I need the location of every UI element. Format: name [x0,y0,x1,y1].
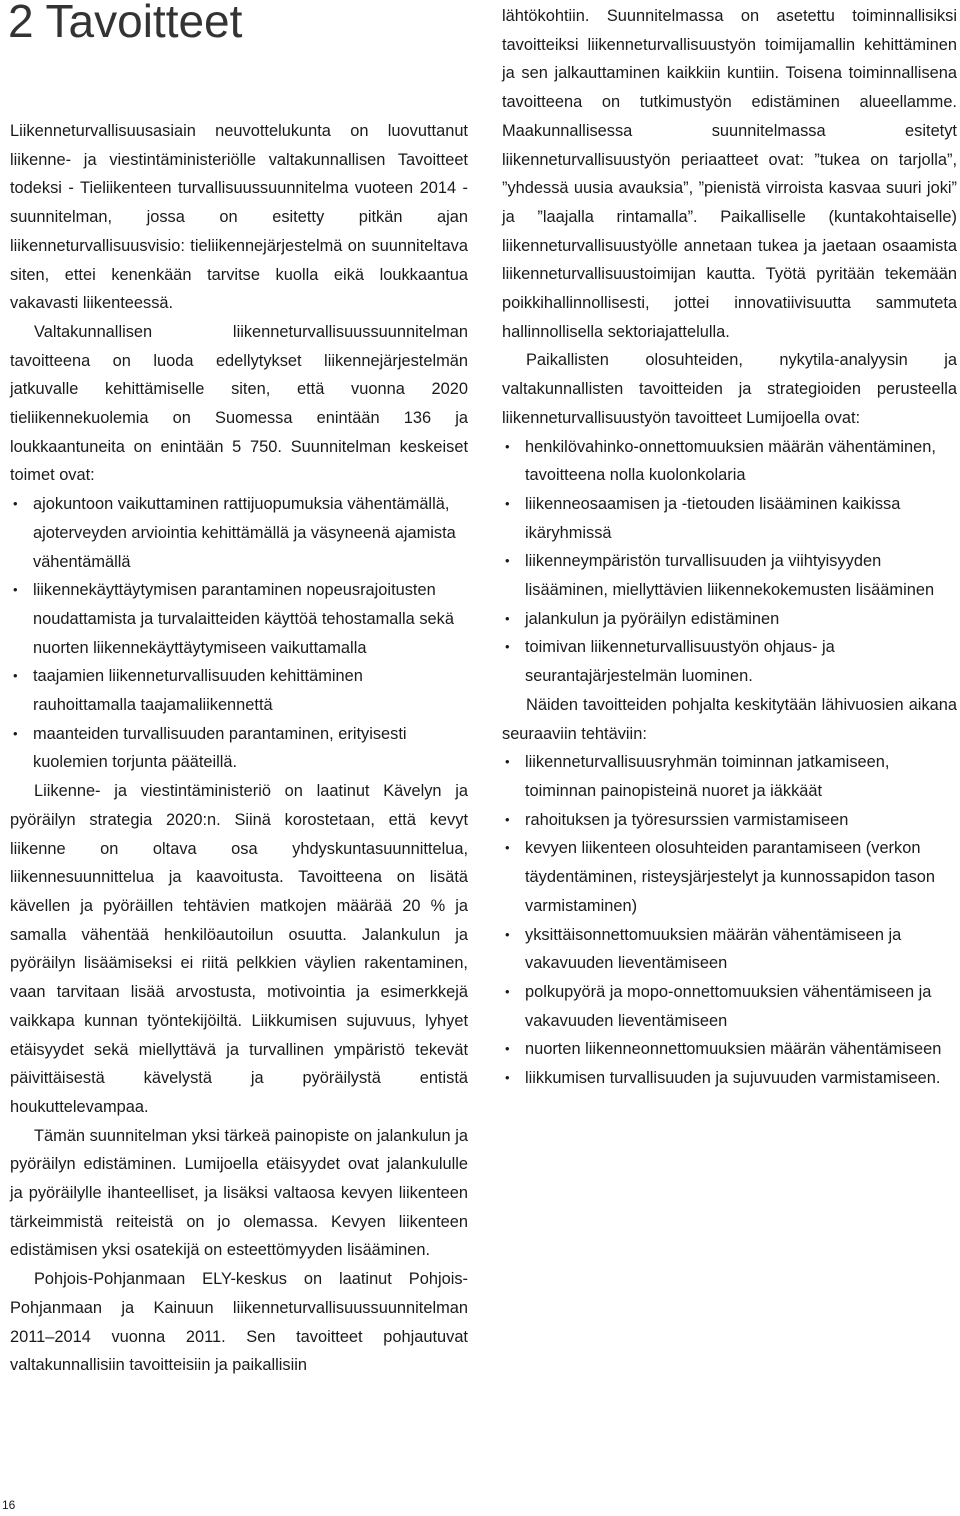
list-item: • liikenneympäristön turvallisuuden ja viihtyisyyden lisääminen, miellyttävien liikennekokemusten lisääminen [502,547,957,604]
list-item: • liikkumisen turvallisuuden ja sujuvuuden varmistamiseen. [502,1064,957,1093]
left-column [10,117,468,1380]
right-column [502,2,957,1093]
list-item: • liikenneturvallisuusryhmän toiminnan jatkamiseen, toiminnan painopisteinä nuoret ja iäkkäät [502,748,957,805]
list-item: • liikennekäyttäytymisen parantaminen nopeusrajoitusten noudattamista ja turvalaitteiden käyttöä tehostamalla sekä nuorten liikennekäyttäytymiseen vaikuttamalla [10,576,468,662]
list-item: • rahoituksen ja työresurssien varmistamiseen [502,806,957,835]
list-item: • henkilövahinko-onnettomuuksien määrän vähentäminen, tavoitteena nolla kuolonkolaria [502,433,957,490]
list-item: • yksittäisonnettomuuksien määrän vähentämiseen ja vakavuuden lieventämiseen [502,921,957,978]
list-item: • nuorten liikenneonnettomuuksien määrän vähentämiseen [502,1035,957,1064]
left-paragraph-2: Valtakunnallisen liikenneturvallisuussuunnitelman tavoitteena on luoda edellytykset liikennejärjestelmän jatkuvalle kehittämiselle siten, että vuonna 2020 tieliikennekuolemia on Suomessa enintään 136 ja loukkaantuneita on enintään 5 750. Suunnitelman keskeiset toimet ovat: [10,322,468,485]
list-item: • ajokuntoon vaikuttaminen rattijuopumuksia vähentämällä, ajoterveyden arviointia kehittämällä ja väsyneenä ajamista vähentämällä [10,490,468,576]
left-paragraph-1: Liikenneturvallisuusasiain neuvottelukunta on luovuttanut liikenne- ja viestintäministeriölle valtakunnallisen Tavoitteet todeksi - Tieliikenteen turvallisuussuunnitelma vuoteen 2014 -suunnitelman, jossa on esitetty pitkän ajan liikenneturvallisuusvisio: tieliikennejärjestelmä on suunniteltava siten, ettei kenenkään tarvitse kuolla eikä loukkaantua vakavasti liikenteessä. [10,122,468,313]
left-paragraph-3: Liikenne- ja viestintäministeriö on laatinut Kävelyn ja pyöräilyn strategia 2020:n. Siinä korostetaan, että kevyt liikenne on oltava osa yhdyskuntasuunnittelua, liikennesuunnittelua ja kaavoitusta. Tavoitteena on lisätä kävellen ja pyöräillen tehtävien matkojen määrää 20 % ja samalla vähentää henkilöautoilun osuutta. Jalankulun ja pyöräilyn lisäämiseksi ei riitä pelkkien väylien rakentaminen, vaan tarvitaan lisää arvostusta, motivointia ja esimerkkejä vaikkapa kunnan työntekijöiltä. Liikkumisen sujuvuus, lyhyet etäisyydet sekä miellyttävä ja turvallinen ympäristö tekevät päivittäisestä kävelystä ja pyöräilystä entistä houkuttelevampaa. [10,782,468,1116]
list-item: • maanteiden turvallisuuden parantaminen, erityisesti kuolemien torjunta pääteillä. [10,720,468,777]
right-bullet-list-2 [502,748,957,1092]
list-item: • jalankulun ja pyöräilyn edistäminen [502,605,957,634]
left-paragraph-5: Pohjois-Pohjanmaan ELY-keskus on laatinut Pohjois-Pohjanmaan ja Kainuun liikenneturvallisuussuunnitelman 2011–2014 vuonna 2011. Sen tavoitteet pohjautuvat valtakunnallisiin tavoitteisiin ja paikallisiin [10,1270,468,1375]
right-bullet-list-1 [502,433,957,691]
list-item: • kevyen liikenteen olosuhteiden parantamiseen (verkon täydentäminen, risteysjärjestelyt ja kunnossapidon tason varmistaminen) [502,834,957,920]
list-item: • toimivan liikenneturvallisuustyön ohjaus- ja seurantajärjestelmän luominen. [502,633,957,690]
list-item: • taajamien liikenneturvallisuuden kehittäminen rauhoittamalla taajamaliikennettä [10,662,468,719]
list-item: • liikenneosaamisen ja -tietouden lisääminen kaikissa ikäryhmissä [502,490,957,547]
left-paragraph-4: Tämän suunnitelman yksi tärkeä painopiste on jalankulun ja pyöräilyn edistäminen. Lumijoella etäisyydet ovat jalankululle ja pyöräilylle ihanteelliset, ja lisäksi valtaosa kevyen liikenteen tärkeimmistä reiteistä on jo olemassa. Kevyen liikenteen edistämisen yksi osatekijä on esteettömyyden lisääminen. [10,1126,468,1260]
right-paragraph-2: Paikallisten olosuhteiden, nykytila-analyysin ja valtakunnallisten tavoitteiden ja strategioiden perusteella liikenneturvallisuustyön tavoitteet Lumijoella ovat: [502,351,957,427]
right-paragraph-1: lähtökohtiin. Suunnitelmassa on asetettu toiminnallisiksi tavoitteiksi liikenneturvallisuustyön toimijamallin kehittäminen ja sen jalkauttaminen kaikkiin kuntiin. Toisena toiminnallisena tavoitteena on tutkimustyön edistäminen alueellamme. Maakunnallisessa suunnitelmassa esitetyt liikenneturvallisuustyön periaatteet ovat: ”tukea on tarjolla”, ”yhdessä uusia avauksia”, ”pienistä virroista kasvaa suuri joki” ja ”laajalla rintamalla”. Paikalliselle (kuntakohtaiselle) liikenneturvallisuustyölle annetaan tukea ja jaetaan osaamista liikenneturvallisuustoimijan kautta. Työtä pyritään tekemään poikkihallinnollisesti, jottei innovatiivisuutta sammuteta hallinnollisella sektoriajattelulla. [502,7,957,341]
list-item: • polkupyörä ja mopo-onnettomuuksien vähentämiseen ja vakavuuden lieventämiseen [502,978,957,1035]
page-number: 16 [2,1498,16,1512]
right-paragraph-3: Näiden tavoitteiden pohjalta keskitytään lähivuosien aikana seuraaviin tehtäviin: [502,695,957,743]
page-heading: 2 Tavoitteet [8,0,243,47]
left-bullet-list [10,490,468,777]
